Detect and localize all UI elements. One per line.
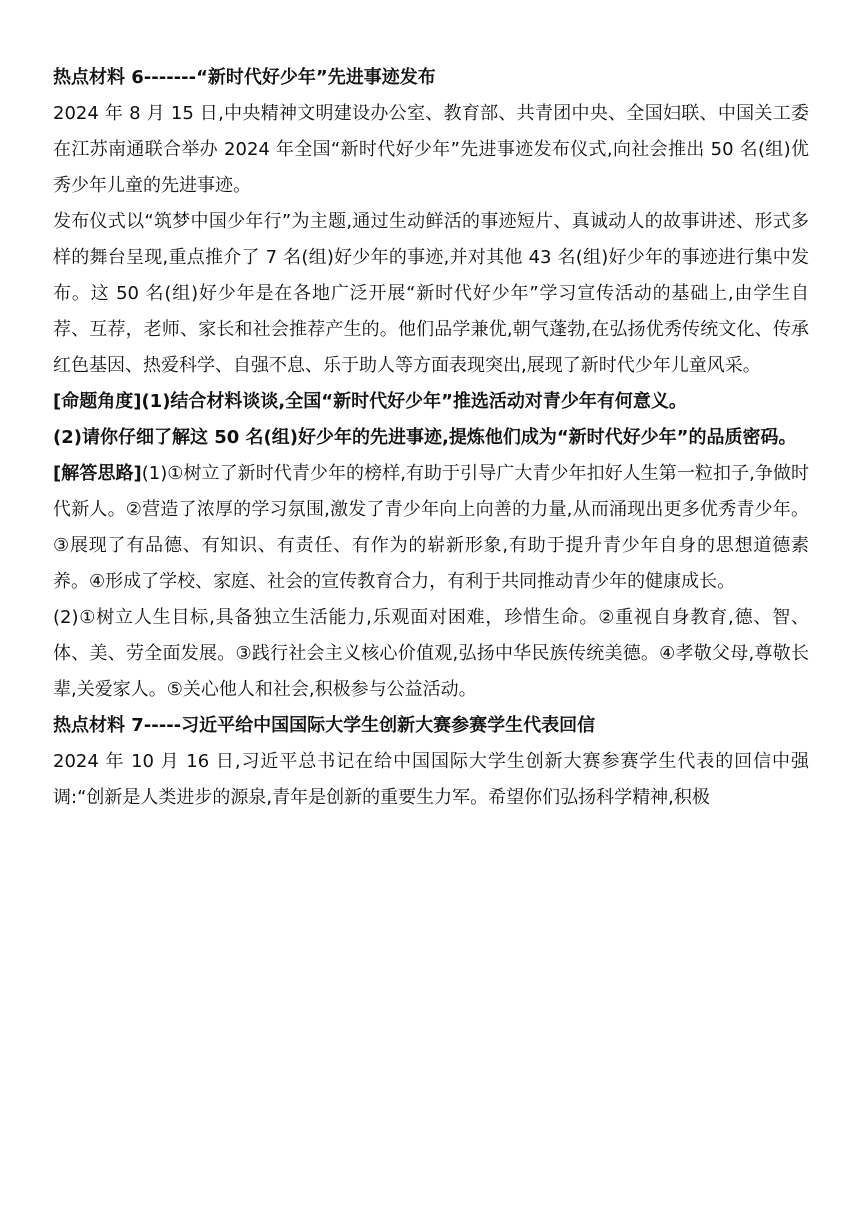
section6-paragraph-1: 2024 年 8 月 15 日,中央精神文明建设办公室、教育部、共青团中央、全国妇联、中国关工委在江苏南通联合举办 2024 年全国“新时代好少年”先进事迹发布仪式,向社会推出 50 名(组)优秀少年儿童的先进事迹。 <box>53 103 809 196</box>
section6-heading: 热点材料 6-------“新时代好少年”先进事迹发布 <box>53 67 436 88</box>
section7-paragraph-1: 2024 年 10 月 16 日,习近平总书记在给中国国际大学生创新大赛参赛学生代表的回信中强调:“创新是人类进步的源泉,青年是创新的重要生力军。希望你们弘扬科学精神,积极 <box>53 751 809 808</box>
question-1: [命题角度](1)结合材料谈谈,全国“新时代好少年”推选活动对青少年有何意义。 <box>53 391 687 412</box>
section7-heading: 热点材料 7-----习近平给中国国际大学生创新大赛参赛学生代表回信 <box>53 715 596 736</box>
question-2: (2)请你仔细了解这 50 名(组)好少年的先进事迹,提炼他们成为“新时代好少年”的品质密码。 <box>53 427 797 448</box>
answer-label: [解答思路] <box>53 463 142 484</box>
answer-1-text: (1)①树立了新时代青少年的榜样,有助于引导广大青少年扣好人生第一粒扣子,争做时代新人。②营造了浓厚的学习氛围,激发了青少年向上向善的力量,从而涌现出更多优秀青少年。③展现了有品德、有知识、有责任、有作为的崭新形象,有助于提升青少年自身的思想道德素养。④形成了学校、家庭、社会的宣传教育合力，有利于共同推动青少年的健康成长。 <box>53 463 809 592</box>
answer-2: (2)①树立人生目标,具备独立生活能力,乐观面对困难，珍惜生命。②重视自身教育,德、智、体、美、劳全面发展。③践行社会主义核心价值观,弘扬中华民族传统美德。④孝敬父母,尊敬长辈,关爱家人。⑤关心他人和社会,积极参与公益活动。 <box>53 607 809 700</box>
document-page <box>53 60 809 816</box>
answer-1 <box>53 456 809 600</box>
section6-paragraph-2: 发布仪式以“筑梦中国少年行”为主题,通过生动鲜活的事迹短片、真诚动人的故事讲述、形式多样的舞台呈现,重点推介了 7 名(组)好少年的事迹,并对其他 43 名(组)好少年的事迹进行集中发布。这 50 名(组)好少年是在各地广泛开展“新时代好少年”学习宣传活动的基础上,由学生自荐、互荐，老师、家长和社会推荐产生的。他们品学兼优,朝气蓬勃,在弘扬优秀传统文化、传承红色基因、热爱科学、自强不息、乐于助人等方面表现突出,展现了新时代少年儿童风采。 <box>53 211 809 376</box>
